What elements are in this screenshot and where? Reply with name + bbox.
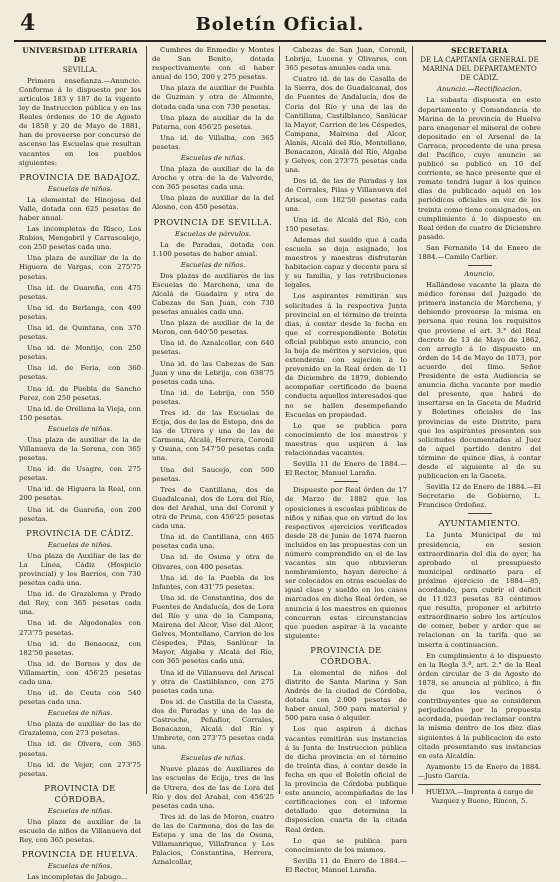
paragraph: Una id. de Grazalema y Prado del Rey, con 365 pesetas cada una. <box>19 590 141 617</box>
article-columns <box>14 46 546 882</box>
paragraph: La subasta dispuesta en este departamento y Comandancia de Marina de la provincia de Huelva para enagenar el mineral de cobre depositado en el Arsenal de la Carraca, procedente de una presa del Pacífico, cuyo anuncio se publicó se publicó en 10 del corriente, se hace presente que el remate tendrá lugar á los quince dias de publicado aquél en los periódicos oficiales en vez de los treinta como tiene consignados, en cumplimiento á lo dispuesto en Real órden de cuatro de Diciembre pasado. <box>418 96 541 241</box>
paragraph: Una plaza de auxiliar de la del Alosno, con 450 pesetas. <box>152 194 274 212</box>
paragraph: Una id. de Lebrija, con 550 pesetas. <box>152 388 274 406</box>
paragraph: Tres id. de las de Moron, cuatro de las de Carmona, dos de las de Estepa y una de las de Osuna, Villamanrique, Villafranca y Los Palacios, Constantina, Herrera, Aznalcollar, <box>152 812 274 867</box>
paragraph: Tres id. de las Escuelas de Ecija, dos de las de Estepa, dos de las de Utrera y una de las de Carmona, Alcalá, Herrera, Coronil y Osuna, con 547'50 pesetas cada una. <box>152 409 274 463</box>
paragraph: En cumplimiento á lo dispuesto en la Regla 3.ª, art. 2.° de la Real órden circular de 3 de Agosto de 1878, se anuncia al público, á fin de que los vecinos ó contribuyentes que se consideren perjudicados por la propuesta acordada, puedan reclamar contra la misma dentro de los diez dias siguientes á la publicacion de este citado presentando sus instancias en esta Alcaldía. <box>418 651 541 760</box>
paragraph: Una id. de Osuna y otra de Olivares, con 400 pesetas. <box>152 553 274 571</box>
paragraph: Una id. de Guareña, con 475 pesetas. <box>19 283 141 301</box>
paragraph: Una plaza de auxiliar de la de Paterna, con 456'25 pesetas. <box>152 113 274 131</box>
paragraph: Una id. de las Cabezas de San Juan y una de Lebrija, con 638'75 pesetas cada una. <box>152 359 274 386</box>
paragraph: Una plaza de auxiliar de la de Moron, con 640'50 pesetas. <box>152 319 274 337</box>
paragraph: Los aspirantes remitirán sus solicitudes á la respectiva Junta provincial en el término de treinta dias, á contar desde la fecha en que el correspondiente Boletín oficial publique este anuncio, con la hoja de méritos y servicios, que extenderán con sujecion á lo prevenido en la Real órden de 11 de Diciembre de 1879, debiendo acompañar certificado de buena conducta aquellos interesados que no se hallen desempeñando Escuelas en propiedad. <box>285 292 407 419</box>
paragraph: Dos plazas de auxiliares de las Escuelas de Marchena, una de Alcalá de Guadaira y otra de Cabezas de San Juan, con 730 pesetas anuales cada una. <box>152 271 274 317</box>
page-header <box>14 8 546 42</box>
section-heading: PROVINCIA DE HUELVA. <box>21 849 139 860</box>
paragraph: Una plaza de auxiliar de las de Grazalema, con 273 pesetas. <box>19 720 141 738</box>
paragraph: Una id. de Feria, con 360 pesetas. <box>19 364 141 382</box>
paragraph: Una id. de Aznalcollar, con 640 pesetas. <box>152 339 274 357</box>
column-1 <box>14 46 147 882</box>
paragraph: Una plaza de auxiliar de la de Aroche y otra de la de Valverde, con 365 pesetas cada una. <box>152 165 274 192</box>
paragraph: Los que aspiren á dichas vacantes remitirán sus instancias á la Junta de Instruccion pública de dicha provincia en el término de treinta dias, á contar desde la fecha en que el Boletín oficial de la provincia de Córdoba publique este anuncio, acompañadas de las certificaciones con el informe detallado que determina la disposicion cuarta de la citada Real órden. <box>285 725 407 834</box>
paragraph: Ademas del sueldo que á cada escuela se deja asignado, los maestros y maestras disfrutarán habitacion capaz y decente para sí y su familia, y las retribuciones legales. <box>285 235 407 290</box>
subheading: Escuelas de niñas. <box>180 754 246 763</box>
paragraph: Dos id. de Castilla de la Cuesta, dos de Paradas y una de las de Castroche, Peñaflor, Corrales, Benacazon, Alcalá del Río y Umbrete, con 273'75 pesetas cada una. <box>152 697 274 752</box>
paragraph: Una plaza de auxiliar de la de Villanueva de la Serena, con 365 pesetas. <box>19 435 141 463</box>
paragraph: Una id. de Vejer, con 273'75 pesetas. <box>19 760 141 778</box>
paragraph: Una id. de Ceuta con 540 pesetas cada una. <box>19 689 141 707</box>
section-subtitle: SEVILLA. <box>62 65 98 74</box>
paragraph: Una id. de Olvera, con 365 pesetas. <box>19 740 141 758</box>
subheading: Anuncio.—Rectificacion. <box>437 85 522 94</box>
paragraph: La Junta Municipal de mi presidencia, en sesion extraordinaria del dia de ayer, ha aprobado el presupuesto municipal ordinario para el próximo ejercicio de 1884—85, acordando, para cubrir el déficit de 11.023 pesetas 83 céntimos que resulta, proponer el arbitrio extraordinario sobre los artículos de comer, beber y arder que se relacionan en la tarifa que se inserta á continuacion. <box>418 531 541 649</box>
section-heading: PROVINCIA DE CÓRDOBA. <box>44 782 116 804</box>
paragraph: Las incompletas de Risco, Los Rubios, Mengabril y Carrascalejo, con 250 pesetas cada una. <box>19 225 141 252</box>
paragraph: Una id. de la Puebla de los Infantes, con 431'75 pesetas. <box>152 573 274 591</box>
subheading: Escuelas de párvulos. <box>175 229 251 238</box>
paragraph: Las incompletas de Jabugo... <box>27 873 128 882</box>
page-number: 4 <box>20 10 36 36</box>
section-title: UNIVERSIDAD LITERARIA DE <box>22 46 138 65</box>
subheading: Escuelas de niños. <box>47 540 113 549</box>
paragraph: Sevilla 12 de Enero de 1884.—El Secretario de Gobierno, L. Francisco Ordoñez. <box>418 483 541 510</box>
paragraph: Dispuesto por Real órden de 17 de Marzo de 1882 que las oposiciones á escuelas públicas de niños y niñas que en virtud de los respectivos ejercicios verificados desde 28 de Junio de 1874 fueron incluidos en las propuestas con un número comprendido en el de las vacantes sin que obtuvieran nombramiento, hayan derecho á ser colocados en otras escuelas de igual clase y sueldo en los casos marcados en dicha Real órden, se anuncia á los maestros en quienes concurran estas circunstancias que pueden aspirar á la vacante siguiente: <box>285 486 407 640</box>
paragraph: Una id. de Benaocaz, con 182'50 pesetas. <box>19 639 141 657</box>
paragraph: Una id. de Higuera la Real, con 200 pesetas. <box>19 485 141 503</box>
paragraph: Una id. de Cantillana, con 465 pesetas cada una. <box>152 533 274 551</box>
paragraph: Sevilla 11 de Enero de 1884.—El Rector, Manuel Laraña. <box>285 460 407 478</box>
printer-imprint: HUELVA.—Imprenta á cargo de Vazquez y Bueno, Rincon, 5. <box>418 784 541 806</box>
paragraph: Cabezas de San Juan, Coronil, Lebrija, Lucena y Olivares, con 365 pesetas anuales cada una. <box>285 46 407 73</box>
publication-title: Boletín Oficial. <box>195 14 365 35</box>
paragraph: Una id. de Quintana, con 370 pesetas. <box>19 323 141 342</box>
paragraph: Cuatro id. de las de Casalla de la Sierra, dos de Guadalcanal, dos de Fuentes de Andalucía, dos de Coria del Río y una de las de Cantillana, Castilblanco, Sanlúcar la Mayor, Carrion de los Céspedes, Campana, Mairena del Alcor, Alanís, Alcalá del Río, Montellano, Benacazon, Alcalá del Río, Algaba y Gelves, con 273'75 pesetas cada una. <box>285 75 407 175</box>
subheading: Anuncio. <box>464 270 495 279</box>
paragraph: Una id de Villanueva del Ariscal y otra de Castilblanco, con 275 pesetas cada una. <box>152 668 274 695</box>
paragraph: Una id. de Alcalá del Río, con 150 pesetas. <box>285 215 407 233</box>
section-heading: AYUNTAMIENTO. <box>438 518 521 529</box>
column-3 <box>280 46 413 874</box>
paragraph: Una id. de Villalba, con 365 pesetas. <box>152 133 274 151</box>
paragraph: Una id. de Constantina, dos de Fuentes de Andalucía, dos de Lora del Río y una de la Campana, Mairena del Alcor, Viso del Alcor, Gelves, Montellano, Carrion de los Céspedes, Pilas, Sanlúcar la Mayor, Algaba y Alcalá del Río, con 365 pesetas cada una. <box>152 593 274 666</box>
paragraph: Hallándose vacante la plaza de médico forense del Juzgado de primera instancia de Marchena, y debiendo proveerse la misma en persona que reuna los requisitos que previene el art. 3.° del Real decreto de 13 de Mayo de 1862, con arreglo á lo dispuesto en órden de 14 de Mayo de 1873, por acuerdo del Ilmo. Señor Presidente de esta Audiencia se anuncia dicha vacante por medio del presente, que habrá de insertarse en la Gaceta de Madrid y Boletines oficiales de las provincias de este Distrito, para que los aspirantes presenten sus solicitudes documentadas al Juez de aquel partido dentro del término de quince dias, á contar desde el siguiente al de su publicacion en la Gaceta. <box>418 281 541 481</box>
paragraph: Lo que se publica para conocimiento de los mismos. <box>285 836 407 854</box>
subheading: Escuelas de niños. <box>180 260 246 269</box>
paragraph: La elemental de Hinojosa del Valle, dotada con 625 pesetas de haber anual. <box>19 195 141 222</box>
paragraph: Una id. de Montijo, con 250 pesetas. <box>19 344 141 362</box>
paragraph: Una plaza de Auxiliar de las de La Línea, Cádiz (Hospicio provincial) y los Barrios, con 730 pesetas cada una. <box>19 551 141 588</box>
subheading: Escuelas de niños. <box>47 862 113 871</box>
paragraph: La elemental de niños del distrito de Santa Marina y San Andrés de la ciudad de Córdoba, dotada con 2.000 pesetas de haber anual, 500 para material y 500 para casa ó alquiler. <box>285 668 407 723</box>
divider <box>468 265 492 266</box>
column-2 <box>147 46 280 867</box>
subheading: Escuelas de niñas. <box>180 154 246 163</box>
section-heading: PROVINCIA DE CÁDIZ. <box>26 527 134 538</box>
divider <box>334 481 358 482</box>
subheading: Escuelas de niñas. <box>47 806 113 815</box>
section-heading: PROVINCIA DE SEVILLA. <box>153 216 273 227</box>
subheading: Escuelas de niñas. <box>47 709 113 718</box>
paragraph: Una plaza de auxiliar de la escuela de niños de Villanueva del Rey, con 365 pesetas. <box>19 817 141 844</box>
paragraph: Nueve plazas de Auxiliares de las escuelas de Ecija, tres de las de Utrera, dos de las de Lora del Río y dos del Arahal, con 456'25 pesetas cada una. <box>152 765 274 810</box>
paragraph: Lo que se publica para conocimiento de los maestros y maestras que aspiren á las relacionadas vacantes. <box>285 421 407 458</box>
paragraph: Una plaza de auxiliar de Puebla de Guzman y otra de Almonte, dotada cada una con 730 pesetas. <box>152 84 274 111</box>
paragraph: Una id. de Bornos y dos de Villamartin, con 456'25 pesetas cada una. <box>19 659 141 686</box>
section-subtitle: DE LA CAPITANÍA GENERAL DE MARINA DEL DEPARTAMENTO DE CÁDIZ. <box>420 56 539 83</box>
divider <box>468 513 492 514</box>
column-4 <box>413 46 546 805</box>
paragraph: Una id. de Algodonales con 273'75 pesetas. <box>19 619 141 637</box>
paragraph: Una plaza de auxiliar de la de Higuera de Vargas, con 275'75 pesetas. <box>19 254 141 281</box>
paragraph: Una id. de Berlanga, con 499 pesetas. <box>19 303 141 321</box>
paragraph: Cumbres de Enmedio y Montes de San Benito, dotada respectivamente con el haber anual de 150, 200 y 275 pesetas. <box>152 46 274 82</box>
paragraph: Ayamonte 15 de Enero de 1884.—Justo García. <box>418 762 541 780</box>
paragraph: Una id. de Puebla de Sancho Perez, con 250 pesetas. <box>19 384 141 402</box>
paragraph: Una del Saucejo, con 500 pesetas. <box>152 465 274 483</box>
subheading: Escuelas de niñas. <box>47 424 113 433</box>
section-heading: PROVINCIA DE CÓRDOBA. <box>310 644 382 666</box>
paragraph: Tres de Cantillana, dos de Guadalcanal, dos de Lora del Río, dos del Arahal, una del Coronil y otra de Pruna, con 456'25 pesetas cada una. <box>152 485 274 531</box>
section-heading: PROVINCIA DE BADAJOZ. <box>19 171 141 182</box>
paragraph: Sevilla 11 de Enero de 1884.—El Rector, Manuel Laraña. <box>285 856 407 874</box>
paragraph: Una id. de Guareña, con 200 pesetas. <box>19 505 141 523</box>
subheading: Escuelas de niños. <box>47 184 113 193</box>
paragraph: Una id. de Usagre, con 275 pesetas. <box>19 465 141 483</box>
paragraph: Dos id. de las de Paradas y las de Corrales, Pilas y Villanueva del Ariscal, con 182'50 pesetas cada una. <box>285 177 407 213</box>
paragraph: La de Paradas, dotada con 1.100 pesetas de haber anual. <box>152 240 274 258</box>
paragraph: Primera enseñanza.—Anuncio. Conforme á lo dispuesto por los artículos 183 y 187 de la vigente ley de Instruccion pública y en las Reales órdenes de 10 de Agosto de 1858 y 20 de Mayo de 1881, han de proveerse por concurso de ascenso las Escuelas que resultan vacantes en los pueblos siguientes: <box>19 76 141 167</box>
section-title: SECRETARIA <box>451 46 508 55</box>
paragraph: San Fernando 14 de Enero de 1884.—Camilo Carlier. <box>418 243 541 261</box>
paragraph: Una id. de Orellana la Vieja, con 150 pesetas. <box>19 404 141 422</box>
